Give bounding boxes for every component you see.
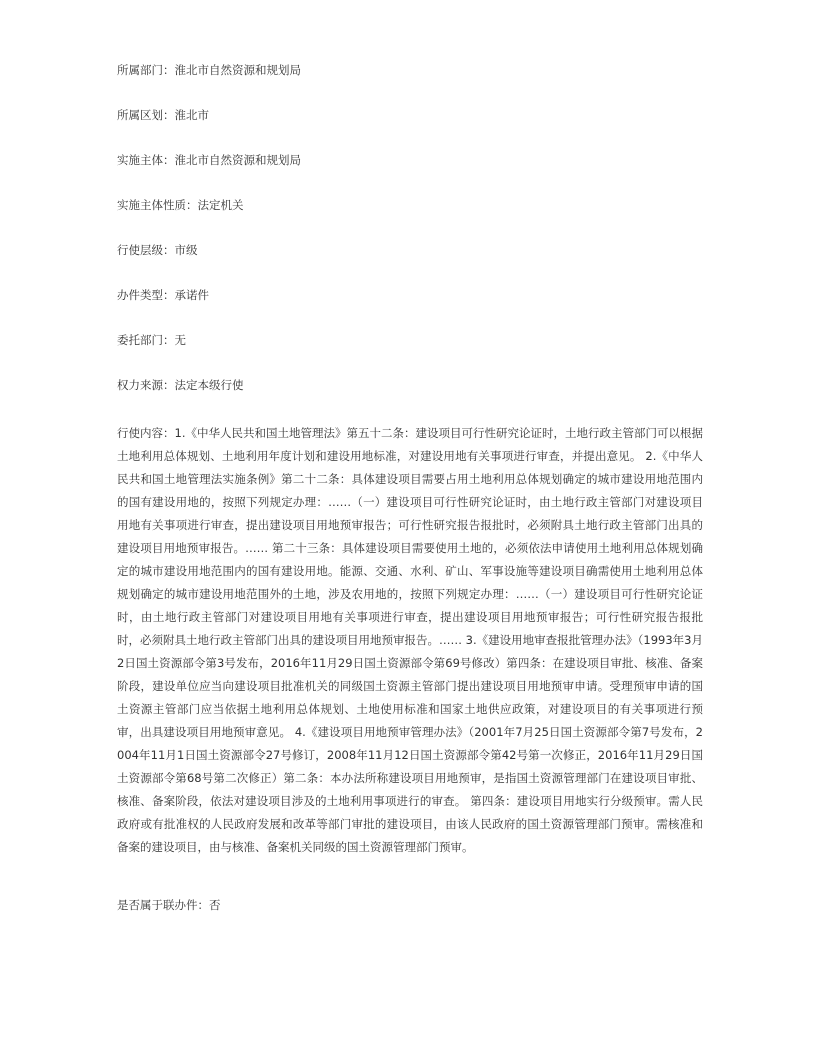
document-body	[117, 62, 703, 913]
field-label: 所属部门：	[117, 63, 175, 77]
field-label: 所属区划：	[117, 108, 175, 122]
field-label: 权力来源：	[117, 378, 175, 392]
field-body-nature	[117, 197, 703, 213]
field-entrusted-department	[117, 332, 703, 348]
field-implementing-body	[117, 152, 703, 168]
field-region	[117, 107, 703, 123]
field-power-source	[117, 377, 703, 393]
field-value: 无	[174, 333, 186, 347]
field-value: 淮北市	[174, 108, 209, 122]
field-exercise-level	[117, 242, 703, 258]
field-value: 淮北市自然资源和规划局	[174, 63, 301, 77]
field-value: 承诺件	[174, 288, 209, 302]
field-value: 法定本级行使	[174, 378, 244, 392]
field-value: 否	[209, 898, 221, 912]
field-label: 是否属于联办件：	[117, 898, 209, 912]
field-label: 办件类型：	[117, 288, 175, 302]
field-value: 法定机关	[197, 198, 244, 212]
field-exercise-content	[117, 422, 703, 859]
field-label: 委托部门：	[117, 333, 175, 347]
field-label: 实施主体性质：	[117, 198, 198, 212]
field-joint-case	[117, 897, 703, 913]
field-value: 淮北市自然资源和规划局	[174, 153, 301, 167]
field-case-type	[117, 287, 703, 303]
field-label: 行使层级：	[117, 243, 175, 257]
content-label: 行使内容：	[117, 426, 175, 440]
content-text: 1.《中华人民共和国土地管理法》第五十二条：建设项目可行性研究论证时，土地行政主管部门可以根据土地利用总体规划、土地利用年度计划和建设用地标准，对建设用地有关事项进行审查，并提出意见。 2.《中华人民共和国土地管理法实施条例》第二十二条：具体建设项目需要占用土地利用总体规划确定的城市建设用地范围内的国有建设用地的，按照下列规定办理：……（一）建设项目可行性研究论证时，由土地行政主管部门对建设项目用地有关事项进行审查，提出建设项目用地预审报告；可行性研究报告报批时，必须附具土地行政主管部门出具的建设项目用地预审报告。…… 第二十三条：具体建设项目需要使用土地的，必须依法申请使用土地利用总体规划确定的城市建设用地范围内的国有建设用地。能源、交通、水利、矿山、军事设施等建设项目确需使用土地利用总体规划确定的城市建设用地范围外的土地，涉及农用地的，按照下列规定办理：……（一）建设项目可行性研究论证时，由土地行政主管部门对建设项目用地有关事项进行审查，提出建设项目用地预审报告；可行性研究报告报批时，必须附具土地行政主管部门出具的建设项目用地预审报告。…… 3.《建设用地审查报批管理办法》（1993年3月2日国土资源部令第3号发布，2016年11月29日国土资源部令第69号修改）第四条：在建设项目审批、核准、备案阶段，建设单位应当向建设项目批准机关的同级国土资源主管部门提出建设项目用地预审申请。受理预审申请的国土资源主管部门应当依据土地利用总体规划、土地使用标准和国家土地供应政策，对建设项目的有关事项进行预审，出具建设项目用地预审意见。 4.《建设项目用地预审管理办法》（2001年7月25日国土资源部令第7号发布，2004年11月1日国土资源部令27号修订，2008年11月12日国土资源部令第42号第一次修正，2016年11月29日国土资源部令第68号第二次修正）第二条：本办法所称建设项目用地预审，是指国土资源管理部门在建设项目审批、核准、备案阶段，依法对建设项目涉及的土地利用事项进行的审查。 第四条：建设项目用地实行分级预审。需人民政府或有批准权的人民政府发展和改革等部门审批的建设项目，由该人民政府的国土资源管理部门预审。需核准和备案的建设项目，由与核准、备案机关同级的国土资源管理部门预审。	[117, 426, 704, 854]
field-label: 实施主体：	[117, 153, 175, 167]
field-department	[117, 62, 703, 78]
field-value: 市级	[174, 243, 198, 257]
